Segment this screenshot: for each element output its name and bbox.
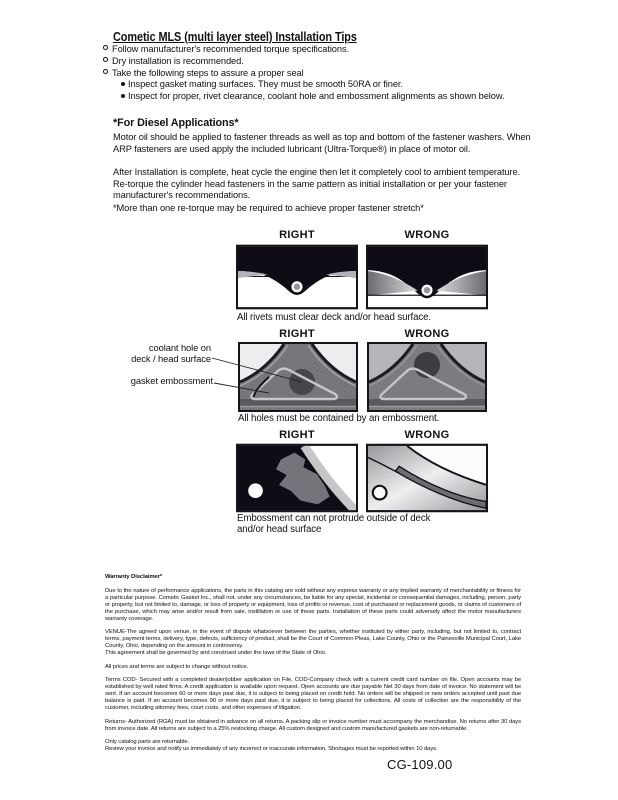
page-code: CG-109.00	[387, 757, 453, 772]
diagram-embossment-right	[236, 443, 358, 513]
diesel-applications-heading: *For Diesel Applications*	[113, 117, 239, 129]
catalog-returns-paragraph: Only catalog parts are returnable. Review your invoice and notify us immediately of any incorrect or inaccurate information. Shortages must be reported within 10 days.	[105, 739, 438, 752]
bolt-hole-icon	[248, 483, 263, 498]
bullet-text: Inspect gasket mating surfaces. They must be smooth 50RA or finer.	[128, 79, 403, 89]
warranty-disclaimer	[105, 574, 521, 760]
list-item	[121, 91, 504, 101]
annotation-leader-lines	[205, 348, 310, 398]
wrong-label: WRONG	[404, 328, 450, 340]
filled-bullet-icon	[121, 94, 125, 98]
warranty-heading: Warranty Disclaimer*	[105, 574, 163, 580]
wrong-label: WRONG	[404, 229, 450, 241]
diesel-paragraph-1: Motor oil should be applied to fastener threads as well as top and bottom of the fastener washers. When ARP fasteners are used apply the included lubricant (Ultra-Torque®) in place of motor oil.	[113, 132, 531, 154]
diagram-embossment-wrong	[366, 443, 488, 513]
bullet-text: Take the following steps to assure a proper seal	[112, 67, 304, 78]
open-bullet-icon	[103, 57, 108, 62]
diagram-hole-wrong	[367, 342, 487, 412]
wrong-label: WRONG	[404, 429, 450, 441]
returns-paragraph: Returns- Authorized (RGA) must be obtained in advance on all returns. A packing slip or invoice number must accompany the merchandise. No returns after 30 days from invoice date. All returns are subject to a 25% restocking charge. All custom designed and custom manufactured gaskets are non-returnable.	[105, 718, 521, 732]
diesel-paragraph-2: After Installation is complete, heat cycle the engine then let it completely cool to ambient temperature. Re-torque the cylinder head fasteners in the same pattern as initial installation or per your fastener manufacturer's recommendations.	[113, 167, 521, 201]
open-bullet-icon	[103, 69, 108, 74]
gasket-embossment-annotation: gasket embossment	[130, 375, 213, 386]
terms-paragraph: Terms COD- Secured with a completed dealer/jobber application on File, COD-Company check with a current credit card number on file. Open accounts may be established by well rated firms. A credit application is available upon request. Open accounts are due payable Net 30 days from date of invoice. No statement will be sent. If an account becomes 60 or more days past due, it is subject to being placed on credit hold. No orders will be shipped or new orders accepted until past due balance is paid. If an account becomes 90 or more days past due, it is subject to being placed for collections. All costs of collection are the responsibility of the customer, including attorney fees, court costs, and other expenses of litigation.	[105, 677, 521, 711]
list-item	[103, 56, 244, 66]
right-label: RIGHT	[279, 229, 315, 241]
warranty-paragraph: Due to the nature of performance applications, the parts in this catalog are sold without any express warranty or any implied warranty of merchantability or fitness for a particular purpose. Cometic Gasket Inc., shall not, under any circumstances, be liable for any special, incidental or consequential damages, including, person, party or property, but not limited to, damage, or loss of property or equipment, loss of profits or revenue, cost of purchased or replacement goods, or claims of customers of the purchase, which may arise and/or result from sale, instillation or use of these parts. Installation of these parts could adversely affect the motor manufacturers warranty coverage.	[105, 587, 521, 622]
list-item	[103, 68, 304, 78]
diagram-caption: All rivets must clear deck and/or head surface.	[237, 312, 431, 323]
right-label: RIGHT	[279, 328, 315, 340]
list-item	[121, 79, 403, 89]
coolant-hole-annotation: coolant hole on deck / head surface	[131, 342, 211, 364]
right-label: RIGHT	[279, 429, 315, 441]
prices-paragraph: All prices and terms are subject to change without notice.	[105, 663, 249, 670]
open-bullet-icon	[103, 45, 108, 50]
diagram-rivet-right	[236, 244, 358, 310]
diagram-caption: Embossment can not protrude outside of deck and/or head surface	[237, 513, 431, 535]
venue-paragraph: VENUE-The agreed upon venue, in the event of dispute whatsoever between the parties, whether instituted by either party, including, but not limited to, contract terms, payment terms, delivery, type, defects, sufficiency of product, shall be the Court of Common Pleas, Lake County, Ohio or the Painesville Municipal Court, Lake County, Ohio, depending on the amount in controversy. This agreement shall be governed by and construed under the laws of the State of Ohio.	[105, 629, 521, 656]
retorque-note: *More than one re-torque may be required to achieve proper fastener stretch*	[113, 203, 424, 213]
filled-bullet-icon	[121, 82, 125, 86]
bolt-hole-icon	[373, 486, 387, 500]
bullet-text: Inspect for proper, rivet clearance, coolant hole and embossment alignments as shown below.	[128, 90, 505, 101]
diagram-caption: All holes must be contained by an embossment.	[238, 413, 440, 424]
bullet-text: Dry installation is recommended.	[112, 56, 244, 66]
page-title: Cometic MLS (multi layer steel) Installation Tips	[113, 29, 357, 44]
bullet-text: Follow manufacturer's recommended torque specifications.	[112, 44, 349, 54]
list-item	[103, 44, 349, 54]
diagram-rivet-wrong	[366, 244, 488, 310]
